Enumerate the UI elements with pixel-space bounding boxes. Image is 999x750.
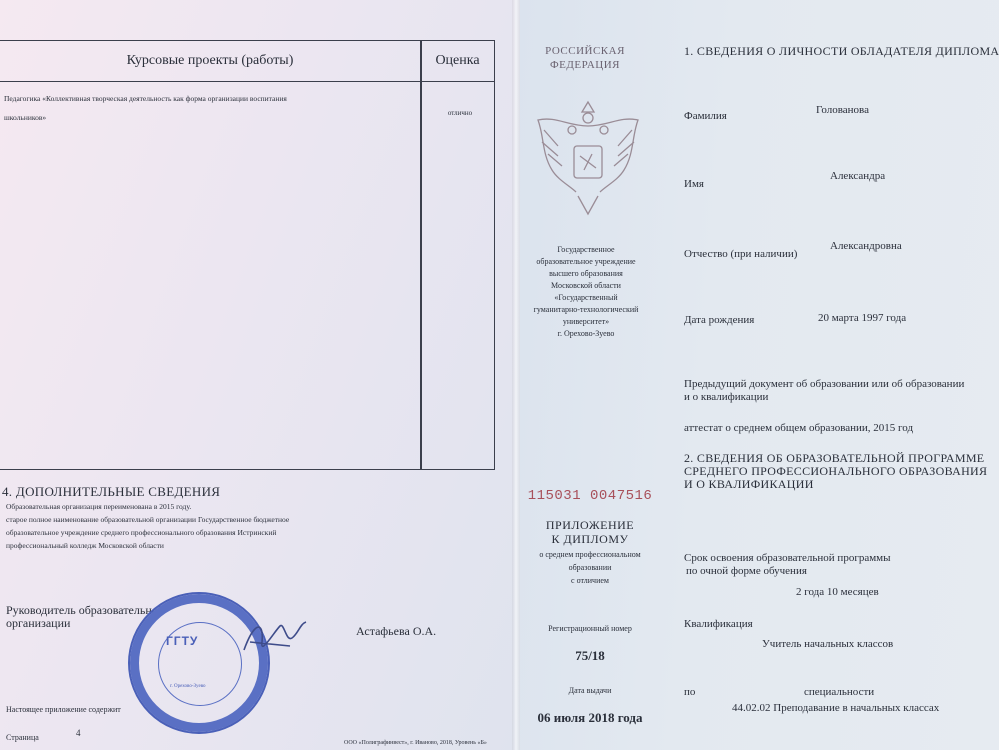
qualification-label: Квалификация xyxy=(684,618,753,630)
prev-doc-line2: и о квалификации xyxy=(684,391,769,403)
specialty-label: специальности xyxy=(804,686,875,698)
appendix-sub2: образовании xyxy=(568,563,612,572)
issue-date: 06 июля 2018 года xyxy=(537,710,643,725)
registration-number: 75/18 xyxy=(575,648,605,663)
section4-line2: старое полное наименование образовательной организации Государственное бюджетное xyxy=(6,515,290,524)
birth-date-label: Дата рождения xyxy=(684,314,755,326)
organization-name xyxy=(522,244,650,340)
appendix-line1: ПРИЛОЖЕНИЕ xyxy=(545,518,635,532)
seal-text: ГГТУ xyxy=(166,634,199,648)
issue-date-label: Дата выдачи xyxy=(568,686,612,695)
name-label: Имя xyxy=(684,178,704,190)
org-line6: гуманитарно-технологический xyxy=(533,305,639,314)
qualification-value: Учитель начальных классов xyxy=(762,638,894,650)
coat-of-arms-icon xyxy=(528,96,648,220)
org-line1: Государственное xyxy=(557,245,615,254)
section4-line3: образовательное учреждение среднего профессионального образования Истринский xyxy=(6,528,277,537)
previous-document-label xyxy=(684,378,999,404)
appendix-note: Настоящее приложение содержит xyxy=(6,705,121,714)
study-term-label xyxy=(684,552,999,578)
section2-line2: СРЕДНЕГО ПРОФЕССИОНАЛЬНОГО ОБРАЗОВАНИЯ xyxy=(684,464,988,478)
study-term-value: 2 года 10 месяцев xyxy=(796,586,879,598)
specialty-prefix: по xyxy=(684,686,696,698)
previous-document-value: аттестат о среднем общем образовании, 2015 год xyxy=(684,422,914,434)
serial-number: 115031 0047516 xyxy=(527,488,653,504)
org-line4: Московской области xyxy=(551,281,621,290)
page-fold xyxy=(512,0,520,750)
org-line8: г. Орехово-Зуево xyxy=(557,329,615,338)
printer-info: ООО «Полиграфинвест», г. Иваново, 2018, Уровень «Б» xyxy=(344,740,487,746)
birth-date-value: 20 марта 1997 года xyxy=(818,312,907,324)
head-label-line1: Руководитель образовательной xyxy=(6,603,165,617)
table-header-projects: Курсовые проекты (работы) xyxy=(126,53,294,68)
country-line2: ФЕДЕРАЦИЯ xyxy=(549,59,620,71)
surname-label: Фамилия xyxy=(684,110,727,122)
section4-title: 4. ДОПОЛНИТЕЛЬНЫЕ СВЕДЕНИЯ xyxy=(2,484,221,499)
project-grade: отлично xyxy=(447,109,473,117)
course-projects-table xyxy=(0,40,495,470)
section4-line4: профессиональный колледж Московской области xyxy=(6,541,164,550)
name-value: Александра xyxy=(830,170,886,182)
appendix-line2: К ДИПЛОМУ xyxy=(551,532,629,546)
surname-value: Голованова xyxy=(816,104,869,116)
section1-title: 1. СВЕДЕНИЯ О ЛИЧНОСТИ ОБЛАДАТЕЛЯ ДИПЛОМА xyxy=(684,44,999,58)
term-line1: Срок освоения образовательной программы xyxy=(684,552,891,564)
prev-doc-line1: Предыдущий документ об образовании или об образовании xyxy=(684,378,965,390)
appendix-sub1: о среднем профессиональном xyxy=(539,550,641,559)
country-line1: РОССИЙСКАЯ xyxy=(545,45,625,57)
head-name: Астафьева О.А. xyxy=(356,624,437,638)
page-number: 4 xyxy=(76,728,81,738)
section4-line1: Образовательная организация переименована в 2015 году. xyxy=(6,502,192,511)
appendix-subtitle xyxy=(520,548,660,587)
appendix-sub3: с отличием xyxy=(571,576,609,585)
org-line2: образовательное учреждение xyxy=(536,257,636,266)
org-line5: «Государственный xyxy=(554,293,618,302)
patronymic-label: Отчество (при наличии) xyxy=(684,248,798,260)
term-line2: по очной форме обучения xyxy=(686,565,807,577)
seal-subtext: г. Орехово-Зуево xyxy=(170,684,206,689)
table-header-grade: Оценка xyxy=(435,53,480,68)
signature-icon xyxy=(240,612,310,662)
head-label-line2: организации xyxy=(6,616,71,630)
table-column-divider xyxy=(420,41,422,469)
section2-line1: 2. СВЕДЕНИЯ ОБ ОБРАЗОВАТЕЛЬНОЙ ПРОГРАММЕ xyxy=(684,452,985,465)
specialty-value: 44.02.02 Преподавание в начальных классах xyxy=(732,702,940,714)
appendix-title xyxy=(520,518,660,546)
project-title-line2: школьников» xyxy=(4,113,47,122)
country-title xyxy=(530,44,640,72)
org-line3: высшего образования xyxy=(549,269,623,278)
project-title-line1: Педагогика «Коллективная творческая деятельность как форма организации воспитания xyxy=(4,94,287,103)
table-row xyxy=(4,89,404,127)
section2-title xyxy=(684,452,999,491)
section4-text xyxy=(6,500,376,552)
page-label: Страница xyxy=(6,733,39,742)
registration-label: Регистрационный номер xyxy=(548,624,632,633)
org-line7: университет» xyxy=(562,317,610,326)
section2-line3: И О КВАЛИФИКАЦИИ xyxy=(684,477,814,491)
patronymic-value: Александровна xyxy=(830,240,902,252)
